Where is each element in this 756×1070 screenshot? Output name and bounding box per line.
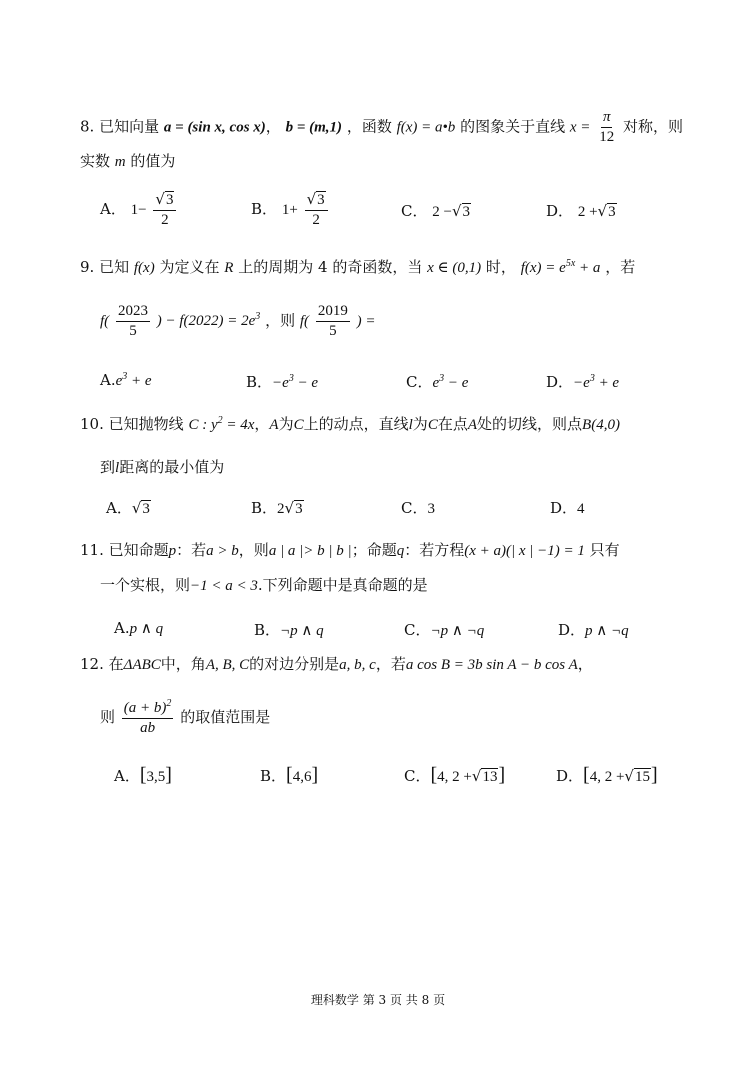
option-label: B． bbox=[254, 621, 281, 639]
q11-cond: a > b bbox=[206, 543, 239, 559]
q9-text-c: 上的周期为 4 的奇函数，当 bbox=[238, 258, 423, 276]
q9-fx: f(x) bbox=[133, 260, 155, 276]
option-tail: + e bbox=[594, 375, 620, 391]
q11-text-h: .下列命题中是真命题的是 bbox=[257, 576, 428, 594]
sqrt-icon: √ bbox=[624, 767, 634, 785]
option-body: 3,5 bbox=[146, 769, 166, 785]
sqrt-icon: √ bbox=[131, 499, 142, 517]
q11-text-a: 已知命题 bbox=[108, 541, 169, 559]
q10-point-b: B(4,0) bbox=[582, 417, 620, 433]
q8-function: f(x) = a•b bbox=[396, 119, 456, 136]
radicand: 3 bbox=[142, 501, 150, 517]
option-exp: 3 bbox=[439, 373, 445, 384]
option-label: B． bbox=[251, 499, 278, 517]
option-tail: − e bbox=[444, 375, 469, 391]
q10-option-a[interactable] bbox=[106, 497, 151, 518]
option-label: D． bbox=[550, 499, 578, 517]
option-exp: 3 bbox=[589, 373, 595, 384]
q9-text-f: ，则 bbox=[265, 311, 296, 330]
q8-text-a: 已知向量 bbox=[99, 117, 160, 136]
option-body: 4, 2 + bbox=[437, 769, 472, 785]
option-expr: p ∧ q bbox=[129, 621, 164, 637]
q11-text-d: ；命题 bbox=[351, 541, 397, 559]
q12-stem-line1 bbox=[80, 655, 593, 674]
open-bracket: [ bbox=[286, 764, 293, 786]
option-label: A． bbox=[100, 199, 126, 218]
q8-text-d: 对称，则 bbox=[622, 117, 683, 136]
option-fraction bbox=[305, 190, 328, 230]
q8-option-a[interactable] bbox=[100, 190, 178, 230]
q9-number: 9. bbox=[80, 258, 95, 276]
q10-curve bbox=[188, 417, 254, 433]
q8-text-c: 的图象关于直线 bbox=[460, 117, 566, 136]
q9-text-d: 时， bbox=[485, 258, 516, 276]
option-value: 3 bbox=[427, 501, 435, 517]
q11-number: 11. bbox=[80, 541, 104, 559]
q10-text-b: ， bbox=[254, 415, 270, 433]
q8-frac-num: π bbox=[601, 108, 613, 128]
q8-line-lhs: x = bbox=[569, 119, 591, 136]
q10-number: 10. bbox=[80, 415, 104, 433]
q12-text-g: 的取值范围是 bbox=[180, 707, 271, 726]
option-label: B． bbox=[251, 199, 278, 218]
option-value: 4 bbox=[577, 501, 585, 517]
q11-option-b[interactable] bbox=[254, 619, 324, 640]
option-label: A. bbox=[100, 371, 116, 389]
q11-option-a[interactable] bbox=[114, 619, 163, 638]
radicand: 15 bbox=[634, 769, 650, 785]
q12-text-b: 中，角 bbox=[160, 655, 206, 673]
q9-text-a: 已知 bbox=[99, 258, 130, 276]
q11-text-b: ：若 bbox=[176, 541, 207, 559]
q9-fraction-2 bbox=[316, 302, 350, 341]
sqrt-icon: √ bbox=[284, 499, 295, 517]
q10-text-e: 为 bbox=[412, 415, 428, 433]
q11-prop-p: p bbox=[168, 543, 177, 559]
q9-f-open: f( bbox=[100, 313, 110, 330]
frac-den: 5 bbox=[129, 322, 137, 339]
q8-stem-line1: 8. 已知向量 a = (sin x, cos x)， b = (m,1) ，函数 f(x) = a•b 的图象关于直线 x = $\frac{\pi}{12}$ 对称，则 bbox=[80, 109, 683, 145]
option-expr: −e bbox=[272, 375, 289, 391]
option-label: C． bbox=[404, 767, 431, 785]
option-expr: ¬p ∧ q bbox=[280, 623, 324, 639]
q10-stem-line2 bbox=[100, 458, 224, 477]
close-bracket: ] bbox=[498, 764, 506, 786]
q9-option-b[interactable] bbox=[246, 371, 318, 392]
q11-eq: (x + a)(| x | −1) = 1 bbox=[464, 543, 585, 559]
q8-vector-a: a = (sin x, cos x) bbox=[163, 119, 266, 136]
q9-stem-line2 bbox=[100, 302, 375, 341]
q8-option-c[interactable] bbox=[401, 200, 471, 221]
q12-fraction bbox=[122, 698, 174, 738]
close-bracket: ] bbox=[311, 764, 319, 786]
option-label: D． bbox=[546, 202, 574, 220]
option-expr: ¬p ∧ ¬q bbox=[430, 623, 485, 639]
q10-text-h: 到 bbox=[100, 458, 116, 476]
q12-angles: A, B, C bbox=[205, 657, 250, 673]
q12-option-a[interactable] bbox=[114, 764, 172, 787]
q9-tail: ) = bbox=[356, 313, 376, 330]
q9-f-open2: f( bbox=[299, 313, 310, 330]
q8-text-b: ，函数 bbox=[346, 117, 392, 136]
q11-text-g: 一个实根，则 bbox=[100, 576, 191, 594]
q10-point-a2: A bbox=[467, 417, 478, 433]
q12-number: 12. bbox=[80, 655, 104, 673]
option-den: 2 bbox=[312, 211, 320, 228]
q11-concl: a | a |> b | b | bbox=[268, 543, 352, 559]
q10-line-l: l bbox=[408, 417, 413, 433]
sqrt-icon: √ bbox=[471, 767, 482, 785]
frac-den: 5 bbox=[329, 322, 337, 339]
q8-text-e: 实数 bbox=[80, 152, 111, 170]
q11-stem-line2 bbox=[100, 576, 428, 595]
option-label: A. bbox=[114, 619, 130, 637]
def-base: f(x) = e bbox=[520, 260, 566, 276]
option-tail: + e bbox=[127, 373, 152, 389]
q8-text-f: 的值为 bbox=[130, 152, 176, 170]
option-prefix: 1+ bbox=[281, 201, 298, 218]
q11-stem-line1 bbox=[80, 541, 620, 560]
q11-option-c[interactable] bbox=[404, 619, 484, 640]
sqrt-icon: √ bbox=[155, 190, 165, 208]
option-label: C． bbox=[404, 621, 431, 639]
q8-vector-b: b = (m,1) bbox=[285, 119, 343, 136]
q10-text-a: 已知抛物线 bbox=[108, 415, 184, 433]
q11-prop-q: q bbox=[396, 543, 405, 559]
q8-number: 8. bbox=[80, 117, 95, 136]
q9-R: R bbox=[224, 260, 234, 276]
q9-interval: x ∈ (0,1) bbox=[427, 260, 482, 276]
option-label: B． bbox=[246, 373, 273, 391]
option-expr: p ∧ ¬q bbox=[585, 623, 629, 639]
q12-stem-line2 bbox=[100, 698, 270, 738]
q10-option-d[interactable] bbox=[550, 497, 585, 518]
frac-num-base: (a + b) bbox=[123, 700, 167, 716]
q9-option-a[interactable] bbox=[100, 371, 152, 390]
mid-base: ) − f(2022) = 2e bbox=[156, 313, 256, 330]
q11-text-f: 只有 bbox=[589, 541, 620, 559]
radicand: 3 bbox=[317, 192, 325, 208]
option-prefix: 1− bbox=[130, 201, 147, 218]
q12-frac-den: ab bbox=[140, 719, 156, 736]
def-tail: + a bbox=[575, 260, 601, 276]
close-bracket: ] bbox=[165, 764, 172, 786]
q12-triangle: ΔABC bbox=[123, 657, 161, 673]
q12-eq: a cos B = 3b sin A − b cos A bbox=[405, 657, 578, 673]
curve-tail: = 4x bbox=[222, 417, 255, 433]
q12-text-f: 则 bbox=[100, 707, 116, 726]
option-label: D． bbox=[558, 621, 586, 639]
q12-text-c: 的对边分别是 bbox=[249, 655, 340, 673]
close-bracket: ] bbox=[650, 764, 658, 786]
q9-mid bbox=[157, 313, 261, 329]
option-prefix: 2 + bbox=[577, 204, 598, 220]
q10-line-l2: l bbox=[115, 460, 120, 476]
option-label: A． bbox=[114, 767, 140, 785]
curve-exponent: 2 bbox=[217, 415, 223, 426]
def-exponent: 5x bbox=[565, 258, 576, 269]
q8-var-m: m bbox=[114, 154, 126, 170]
q10-text-i: 距离的最小值为 bbox=[119, 458, 225, 476]
q9-option-d[interactable] bbox=[546, 371, 619, 392]
option-label: B． bbox=[260, 767, 287, 785]
q8-fraction bbox=[597, 108, 616, 147]
q12-option-c[interactable] bbox=[404, 764, 505, 787]
radicand: 13 bbox=[482, 769, 498, 785]
q10-text-c: 为 bbox=[278, 415, 294, 433]
open-bracket: [ bbox=[139, 764, 147, 786]
option-exp: 3 bbox=[122, 371, 128, 382]
frac-num: 2019 bbox=[316, 302, 350, 322]
q12-text-d: ，若 bbox=[375, 655, 406, 673]
q8-option-b[interactable] bbox=[251, 190, 330, 230]
q9-fraction-1 bbox=[116, 302, 150, 341]
q10-text-g: 处的切线，则点 bbox=[477, 415, 583, 433]
q10-curve-c: C bbox=[293, 417, 304, 433]
sqrt-icon: √ bbox=[306, 190, 317, 208]
q12-option-d[interactable] bbox=[556, 764, 658, 787]
q11-text-e: ：若方程 bbox=[404, 541, 465, 559]
q11-range: −1 < a < 3 bbox=[190, 578, 258, 594]
frac-num-exp: 2 bbox=[166, 698, 172, 709]
mid-exponent: 3 bbox=[255, 311, 261, 323]
q12-text-e: ， bbox=[577, 655, 593, 673]
option-exp: 3 bbox=[288, 373, 294, 384]
q8-frac-den: 12 bbox=[599, 128, 615, 145]
q12-option-b[interactable] bbox=[260, 764, 318, 787]
radicand: 3 bbox=[165, 192, 174, 208]
q9-stem-line1 bbox=[80, 258, 635, 277]
q10-option-b[interactable] bbox=[251, 497, 304, 518]
q10-point-a: A bbox=[269, 417, 279, 433]
radicand: 3 bbox=[462, 204, 471, 220]
option-body: 4,6 bbox=[292, 769, 312, 785]
q10-curve-c2: C bbox=[427, 417, 438, 433]
open-bracket: [ bbox=[583, 764, 590, 786]
q11-option-d[interactable] bbox=[558, 619, 629, 640]
sqrt-icon: √ bbox=[597, 202, 608, 220]
option-fraction bbox=[153, 190, 176, 230]
q12-text-a: 在 bbox=[108, 655, 124, 673]
option-label: C． bbox=[406, 373, 433, 391]
radicand: 3 bbox=[608, 204, 616, 220]
option-den: 2 bbox=[161, 211, 169, 228]
q10-text-f: 在点 bbox=[437, 415, 468, 433]
q11-text-c: ，则 bbox=[238, 541, 269, 559]
open-bracket: [ bbox=[430, 764, 438, 786]
q10-text-d: 上的动点，直线 bbox=[303, 415, 409, 433]
page-footer: 理科数学 第 3 页 共 8 页 bbox=[310, 993, 446, 1007]
sqrt-icon: √ bbox=[451, 202, 462, 220]
option-label: D． bbox=[546, 373, 574, 391]
frac-num: 2023 bbox=[116, 302, 150, 322]
option-expr: −e bbox=[573, 375, 590, 391]
option-prefix: 2 bbox=[277, 501, 285, 517]
option-label: D． bbox=[556, 767, 584, 785]
option-expr: e bbox=[432, 375, 440, 391]
option-expr: e bbox=[115, 373, 123, 389]
option-label: C． bbox=[401, 202, 428, 220]
radicand: 3 bbox=[295, 501, 303, 517]
curve-base: C : y bbox=[188, 417, 218, 433]
q12-sides: a, b, c bbox=[339, 657, 376, 673]
q8-option-d[interactable] bbox=[546, 200, 617, 221]
q9-option-c[interactable] bbox=[406, 371, 468, 392]
option-label: A． bbox=[106, 499, 132, 517]
option-prefix: 2 − bbox=[432, 204, 452, 220]
q9-def bbox=[521, 260, 601, 276]
q10-option-c[interactable] bbox=[401, 497, 435, 518]
option-label: C． bbox=[401, 499, 428, 517]
q9-text-b: 为定义在 bbox=[159, 258, 220, 276]
q10-stem-line1 bbox=[80, 415, 620, 434]
option-body: 4, 2 + bbox=[589, 769, 625, 785]
q8-stem-line2 bbox=[80, 152, 175, 171]
q12-frac-num bbox=[122, 698, 174, 719]
option-tail: − e bbox=[293, 375, 319, 391]
q9-text-e: ，若 bbox=[605, 258, 636, 276]
